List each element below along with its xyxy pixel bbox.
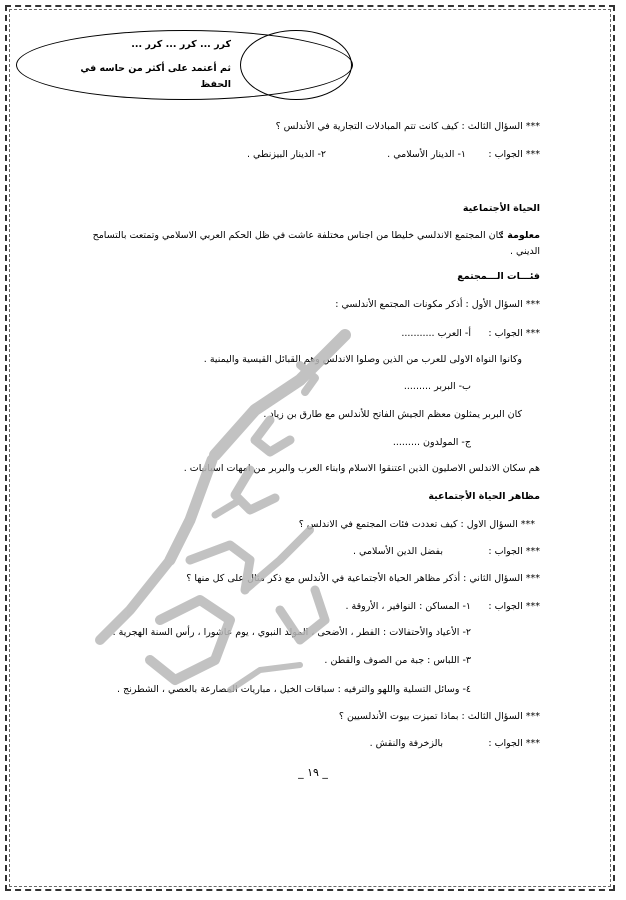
arabs-desc: وكانوا النواة الاولى للعرب من الذين وصلوا الاندلس وهم القبائل القيسية واليمنية . [203,354,522,365]
q3-answer-1: ١- الدينار الأسلامي . [387,149,466,160]
q3-question: *** السؤال الثالث : كيف كانت تتم المبادلات التجارية في الأندلس ؟ [275,121,540,132]
page-border-inner [9,9,611,887]
aspects-a2-2: ٢- الأعياد والأحتفالات : الفطر ، الأضحى ، المولد النبوي ، يوم عاشورا ، رأس السنة الهجرية . [112,627,471,638]
aspects-a1-label: *** الجواب : [488,546,540,557]
aspects-a2-1: ١- المساكن : النوافير ، الأروقة . [345,601,471,612]
aspects-q2: *** السؤال الثاني : أذكر مظاهر الحياة الأجتماعية في الأندلس مع ذكر مثال على كل منها ؟ [186,573,540,584]
berbers-item: ب- البربر ......... [403,381,471,392]
info-label: معلومة : [500,230,540,241]
aspects-q1: *** السؤال الاول : كيف تعددت فئات المجتمع في الاندلس ؟ [298,519,535,530]
aspects-a3-label: *** الجواب : [488,738,540,749]
aspects-a2-4: ٤- وسائل التسلية واللهو والترفيه : سباقات الخيل ، مباريات المصارعة بالعصي ، الشطرنج . [117,684,471,695]
aspects-a2-3: ٣- اللباس : جبة من الصوف والقطن . [324,655,471,666]
info-text-2: الديني . [510,246,540,257]
aspects-heading: مظاهر الحياة الأجتماعية [428,491,540,502]
tip-line-1: كرر ... كرر ... كرر ... [131,39,231,50]
muwalladun-item: ج- المولدون ......... [392,437,471,448]
social-life-heading: الحياة الأجتماعية [462,203,540,214]
tip-line-2: ثم أعتمد على أكثر من حاسه في [80,63,231,74]
classes-answer-label: *** الجواب : [488,328,540,339]
tip-oval-inner [240,30,352,100]
q3-answer-2: ٢- الدينار البيزنطي . [247,149,326,160]
page-number: _ ١٩ _ [298,766,328,779]
berbers-desc: كان البربر يمثلون معظم الجيش الفاتح للأندلس مع طارق بن زياد . [263,409,522,420]
arabs-item: أ- العرب ........... [401,328,471,339]
tip-line-3: الحفظ [200,79,231,90]
info-text-1: كان المجتمع الاندلسي خليطا من اجناس مختلفة عاشت في ظل الحكم العربي الاسلامي وتمتعت بالتسامح [92,230,503,241]
aspects-a2-label: *** الجواب : [488,601,540,612]
muwalladun-desc: هم سكان الاندلس الاصليون الذين اعتنقوا الاسلام وابناء العرب والبربر من امهات اسبانيات . [183,463,540,474]
aspects-a1: بفضل الدين الأسلامي . [352,546,443,557]
q3-answer-label: *** الجواب : [488,149,540,160]
classes-heading: فئـــات الـــمجتمع [457,271,540,282]
classes-question: *** السؤال الأول : أذكر مكونات المجتمع الأندلسي : [335,299,540,310]
aspects-q3: *** السؤال الثالث : بماذا تميزت بيوت الأندلسيين ؟ [338,711,540,722]
aspects-a3: بالزخرفة والنقش . [369,738,443,749]
